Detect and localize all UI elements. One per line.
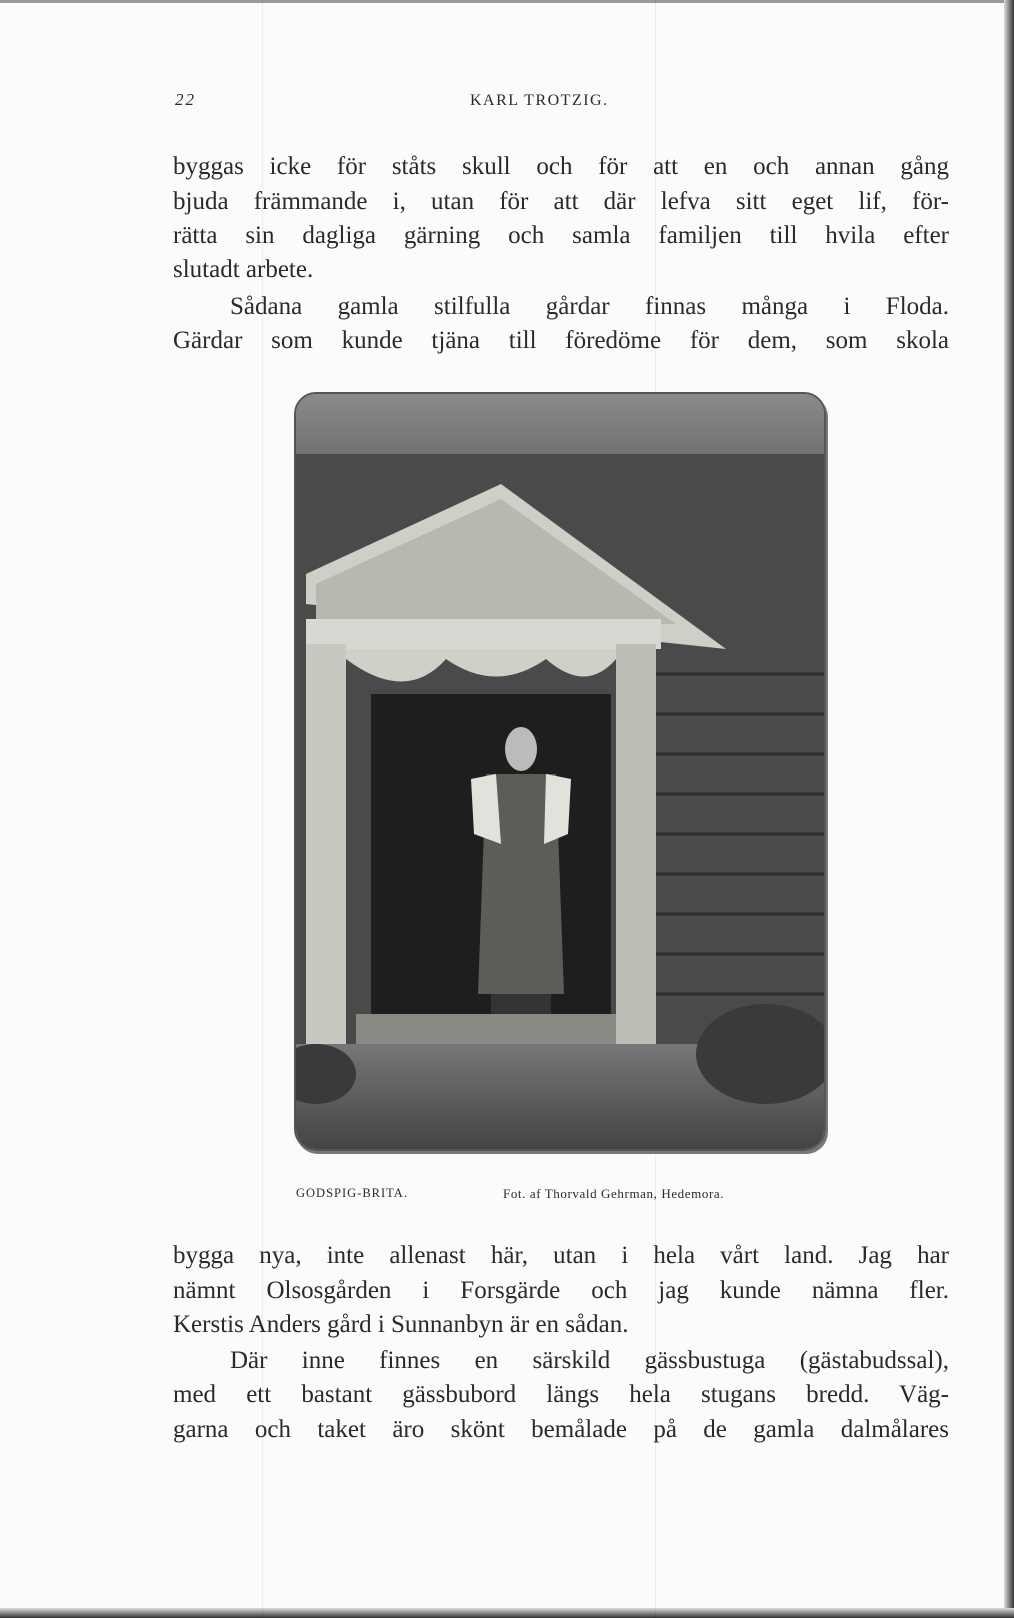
text-line: Gärdar som kunde tjäna till föredöme för dem, som skola bbox=[173, 327, 949, 354]
text-line: garna och taket äro skönt bemålade på de gamla dalmålares bbox=[173, 1416, 949, 1443]
text-line: med ett bastant gässbubord längs hela stugans bredd. Väg- bbox=[173, 1381, 949, 1408]
photograph-godspig-brita bbox=[294, 392, 826, 1151]
text-line: slutadt arbete. bbox=[173, 256, 314, 283]
text-line: bjuda främmande i, utan för att där lefva sitt eget lif, för- bbox=[173, 188, 949, 215]
text-line: nämnt Olsosgården i Forsgärde och jag kunde nämna fler. bbox=[173, 1277, 949, 1304]
scan-edge-right bbox=[1004, 0, 1014, 1618]
figure-caption-title: GODSPIG-BRITA. bbox=[296, 1186, 408, 1200]
page-number: 22 bbox=[175, 90, 196, 109]
text-line: bygga nya, inte allenast här, utan i hela vårt land. Jag har bbox=[173, 1242, 949, 1269]
scan-edge-top bbox=[0, 0, 1014, 3]
text-line: Kerstis Anders gård i Sunnanbyn är en sådan. bbox=[173, 1311, 629, 1338]
text-line: Där inne finnes en särskild gässbustuga (gästabudssal), bbox=[230, 1347, 949, 1374]
running-head: KARL TROTZIG. bbox=[470, 92, 609, 109]
text-line: byggas icke för ståts skull och för att en och annan gång bbox=[173, 153, 949, 180]
text-line: Sådana gamla stilfulla gårdar finnas många i Floda. bbox=[230, 293, 949, 320]
figure-caption-credit: Fot. af Thorvald Gehrman, Hedemora. bbox=[503, 1186, 725, 1201]
text-line: rätta sin dagliga gärning och samla familjen till hvila efter bbox=[173, 222, 949, 249]
scan-edge-bottom bbox=[0, 1608, 1014, 1618]
